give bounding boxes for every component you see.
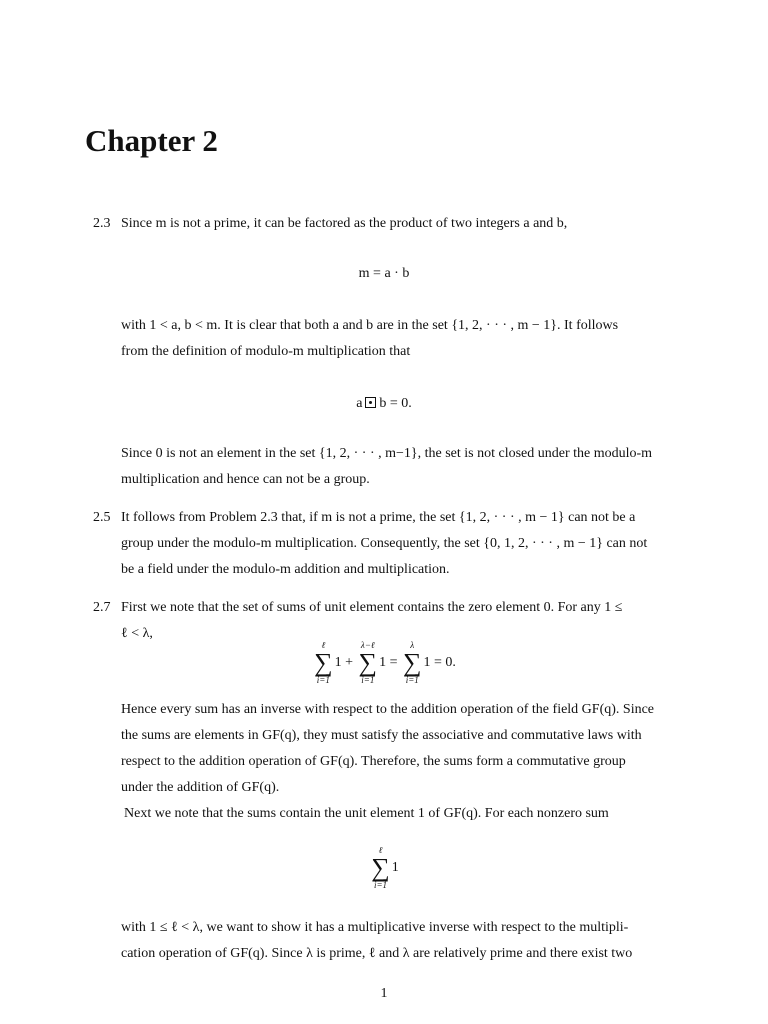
text-line: group under the modulo-m multiplication. Consequently, the set {0, 1, 2, · · · , m − 1} can not [121,536,648,551]
equation-modulo-product [0,394,768,414]
text-line: It follows from Problem 2.3 that, if m is not a prime, the set {1, 2, · · · , m − 1} can not be a [121,510,636,525]
eq-term: 1 + [334,655,354,671]
text-line: Next we note that the sums contain the unit element 1 of GF(q). For each nonzero sum [124,806,609,821]
text-line: with 1 ≤ ℓ < λ, we want to show it has a multiplicative inverse with respect to the multipli- [121,920,629,935]
text-line: from the definition of modulo-m multiplication that [121,344,411,359]
eq-term: 1 = [379,655,398,671]
text-line: multiplication and hence can not be a group. [121,472,370,487]
problem-2-3-conclusion [121,441,698,493]
sum-upper-limit: ℓ [378,845,383,855]
sum-upper-limit: λ [410,640,415,650]
sum-lower-limit: i=1 [361,675,375,685]
sigma-icon: ∑ [358,648,378,677]
sum-upper-limit: λ−ℓ [360,640,375,650]
summation-3 [403,640,422,686]
page-number: 1 [380,986,388,1001]
equation-sums-zero [0,640,768,686]
chapter-title: Chapter 2 [85,123,218,158]
problem-number: 2.3 [93,216,111,231]
equation-single-sum [0,845,768,891]
text-line: under the addition of GF(q). [121,780,280,795]
problem-number: 2.7 [93,600,111,615]
text-line: ℓ < λ, [121,626,153,641]
sigma-icon: ∑ [314,648,333,677]
problem-2-3-body [121,313,698,365]
problem-number: 2.5 [93,510,111,525]
problem-2-7-continuation [121,915,698,967]
boxed-dot-operator-icon [365,397,376,408]
sum-lower-limit: i=1 [405,675,419,685]
sum-upper-limit: ℓ [321,640,326,650]
problem-2-3 [93,211,698,237]
text-line: First we note that the set of sums of unit element contains the zero element 0. For any 1 ≤ [121,600,623,615]
eq-term: 1 = 0. [423,655,456,671]
text-line: respect to the addition operation of GF(q). Therefore, the sums form a commutative group [121,754,626,769]
summation-4 [371,845,390,891]
problem-2-7-body [121,697,698,827]
sum-lower-limit: i=1 [316,675,330,685]
equation-m-equals-ab: m = a · b [358,266,410,281]
text-line: the sums are elements in GF(q), they must satisfy the associative and commutative laws with [121,728,642,743]
text-line: with 1 < a, b < m. It is clear that both a and b are in the set {1, 2, · · · , m − 1}. It follows [121,318,619,333]
text-line: cation operation of GF(q). Since λ is prime, ℓ and λ are relatively prime and there exist two [121,946,633,961]
summation-2 [359,640,378,686]
text-line: Hence every sum has an inverse with respect to the addition operation of the field GF(q). Since [121,702,655,717]
sigma-icon: ∑ [371,853,390,882]
problem-2-5 [93,505,698,583]
sum-lower-limit: i=1 [373,880,388,890]
eq-right: b = 0. [379,396,412,411]
text-line: Since m is not a prime, it can be factored as the product of two integers a and b, [121,216,568,231]
summation-1 [314,640,333,686]
sigma-icon: ∑ [402,648,422,677]
eq-term: 1 [391,860,399,876]
text-line: Since 0 is not an element in the set {1, 2, · · · , m−1}, the set is not closed under the modulo-m [121,446,653,461]
eq-left: a [356,396,363,411]
text-line: be a field under the modulo-m addition and multiplication. [121,562,450,577]
